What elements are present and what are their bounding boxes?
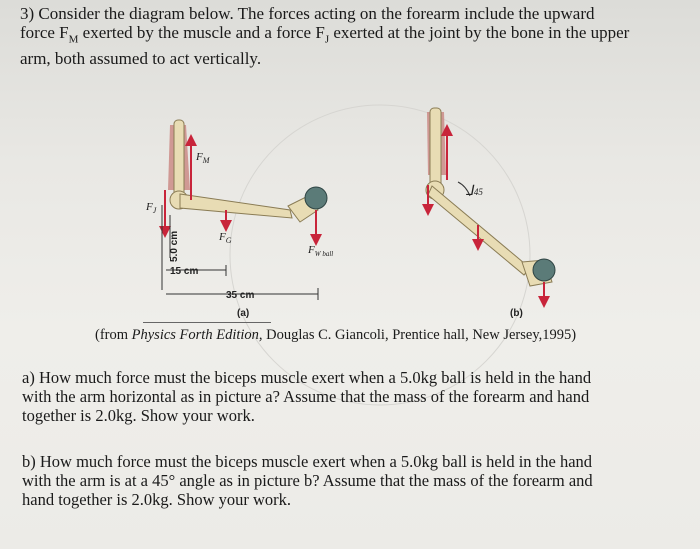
picture-a: [145, 120, 333, 319]
question-a: [22, 368, 682, 425]
source-suffix: Douglas C. Giancoli, Prentice hall, New Jersey,1995): [262, 327, 577, 343]
label-angle: ⅃45: [466, 184, 483, 199]
intro-text-2b: exerted by the muscle and a force F: [78, 23, 325, 42]
problem-number: 3): [20, 4, 35, 23]
question-b-line-1: b) How much force must the biceps muscle exert when a 5.0kg ball is held in the hand: [22, 452, 593, 471]
dim-label-15: 15 cm: [170, 266, 199, 277]
source-rule: [143, 322, 271, 323]
dim-label-35: 35 cm: [226, 290, 255, 301]
ball-a: [305, 187, 327, 209]
ball-b: [533, 259, 555, 281]
question-a-line-3: together is 2.0kg. Show your work.: [22, 406, 255, 425]
intro-line-3: arm, both assumed to act vertically.: [20, 49, 262, 69]
source-citation: [95, 327, 576, 344]
intro-sub-m: M: [68, 33, 79, 46]
question-b-line-2: with the arm is at a 45° angle as in picture b? Assume that the mass of the forearm and: [22, 471, 593, 490]
intro-text-2a: force F: [20, 23, 69, 42]
intro-text-2c: exerted at the joint by the bone in the upper: [329, 23, 630, 42]
label-fm-a: $F_M$: [196, 151, 210, 165]
label-fg-a: $F_G$: [219, 231, 232, 245]
source-prefix: (from: [95, 327, 132, 343]
humerus-bone-a: [174, 120, 184, 198]
dim-label-vertical: 5.0 cm: [169, 230, 180, 262]
background-arc: [230, 105, 530, 405]
label-fball-a: $F_{W ball}$: [308, 244, 334, 258]
question-a-line-2: with the arm horizontal as in picture a? Assume that the mass of the forearm and hand: [22, 387, 590, 406]
humerus-bone-b: [430, 108, 441, 188]
source-title: Physics Forth Edition,: [131, 327, 263, 343]
question-a-line-1: a) How much force must the biceps muscle exert when a 5.0kg ball is held in the hand: [22, 368, 592, 387]
question-b: [22, 452, 682, 509]
tag-a: (a): [237, 308, 250, 319]
tag-b: (b): [510, 308, 523, 319]
intro-sub-j: J: [324, 33, 330, 46]
question-b-line-3: hand together is 2.0kg. Show your work.: [22, 490, 292, 509]
label-fj-a: $F_J$: [146, 201, 157, 215]
picture-b: [426, 108, 555, 319]
intro-text-1: Consider the diagram below. The forces acting on the forearm include the upward: [38, 4, 595, 23]
